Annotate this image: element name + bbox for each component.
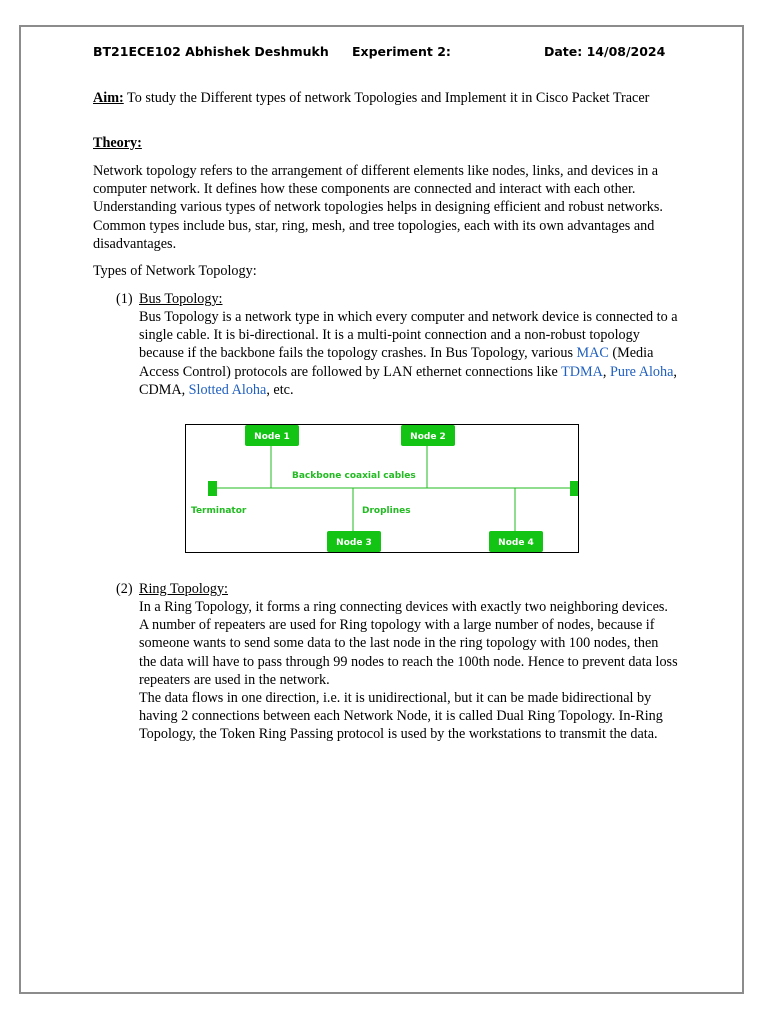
slotted-aloha-link[interactable]: Slotted Aloha xyxy=(188,381,267,398)
experiment-date: Date: 14/08/2024 xyxy=(544,44,666,59)
node-3-label: Node 3 xyxy=(336,538,372,548)
student-name: BT21ECE102 Abhishek Deshmukh xyxy=(93,44,329,59)
bus-sep-1: , xyxy=(602,363,610,380)
types-heading: Types of Network Topology: xyxy=(93,263,257,279)
bus-text-2: (Media Access Control) protocols are followed by LAN ethernet connections like xyxy=(139,345,654,380)
ring-paragraph-1: In a Ring Topology, it forms a ring connecting devices with exactly two neighboring devices. A number of repeaters are used for Ring topology with a large number of nodes, because if someone wants to send some data to the last node in the ring topology with 100 nodes, then the data will have to pass through 99 nodes to reach the 100th node. Hence to prevent data loss repeaters are used in the network. xyxy=(139,599,678,688)
experiment-number: Experiment 2: xyxy=(352,44,451,59)
bus-text-1: Bus Topology is a network type in which every computer and network device is connected to a single cable. It is bi-directional. It is a multi-point connection and a non-robust topology because if the backbone fails the topology crashes. In Bus Topology, various xyxy=(139,309,678,362)
node-4-label: Node 4 xyxy=(498,538,534,548)
bus-text-4: , etc. xyxy=(266,381,294,398)
node-2-label: Node 2 xyxy=(410,432,446,442)
ring-number: (2) xyxy=(116,581,133,597)
terminator-right xyxy=(570,481,578,496)
terminator-left xyxy=(208,481,217,496)
aim-text: To study the Different types of network Topologies and Implement it in Cisco Packet Tracer xyxy=(123,90,650,106)
page-header xyxy=(93,44,673,64)
ring-description xyxy=(139,598,679,744)
mac-link[interactable]: MAC xyxy=(576,345,609,362)
bus-title: Bus Topology: xyxy=(139,291,223,307)
backbone-label: Backbone coaxial cables xyxy=(292,471,416,481)
ring-paragraph-2: The data flows in one direction, i.e. it is unidirectional, but it can be made bidirectional by having 2 connections between each Network Node, it is called Dual Ring Topology. In-Ring Topology, the Token Ring Passing protocol is used by the workstations to transmit the data. xyxy=(139,690,663,743)
terminator-label: Terminator xyxy=(191,506,247,516)
aim-section xyxy=(93,89,683,107)
ring-title: Ring Topology: xyxy=(139,581,229,597)
bus-number: (1) xyxy=(116,291,133,307)
aim-label: Aim: xyxy=(93,90,124,106)
node-1-label: Node 1 xyxy=(254,432,290,442)
theory-paragraph: Network topology refers to the arrangement of different elements like nodes, links, and devices in a computer network. It defines how these components are connected and interact with each other. Understanding various types of network topologies helps in designing efficient and robust networks. Common types include bus, star, ring, mesh, and tree topologies, each with its own advantages and disadvantages. xyxy=(93,163,663,252)
pure-aloha-link[interactable]: Pure Aloha xyxy=(609,363,674,380)
bus-topology-diagram xyxy=(185,424,579,553)
bus-description xyxy=(139,308,679,399)
bus-text-3: , CDMA, xyxy=(139,363,677,398)
droplines-label: Droplines xyxy=(362,506,411,516)
tdma-link[interactable]: TDMA xyxy=(561,363,603,380)
theory-heading: Theory: xyxy=(93,135,142,151)
bus-diagram-svg xyxy=(186,425,578,552)
